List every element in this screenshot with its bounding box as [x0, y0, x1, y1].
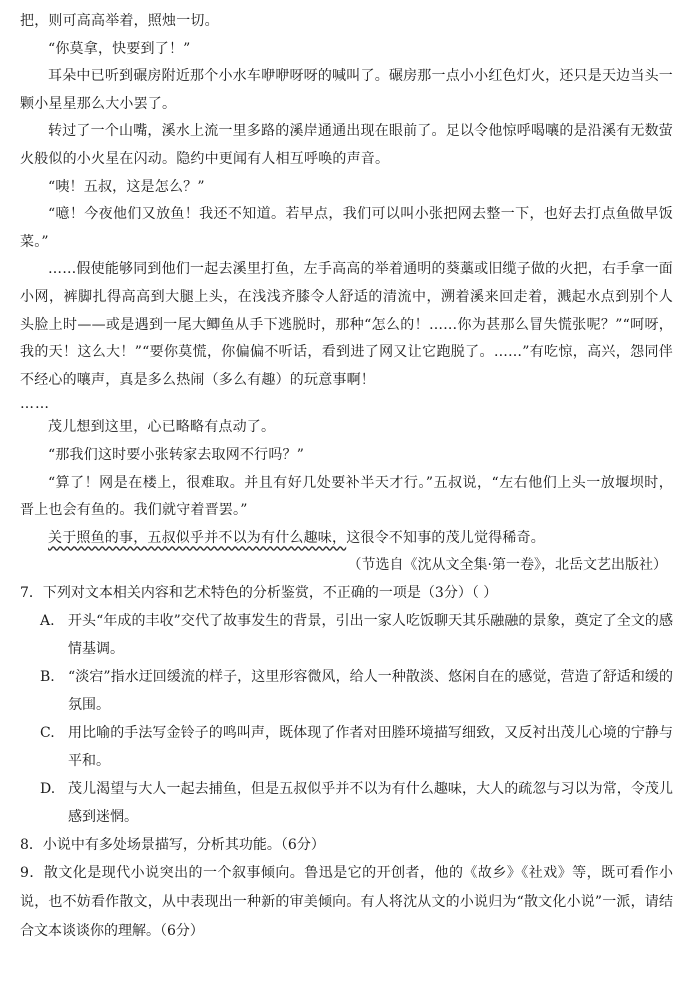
- option-key: B.: [40, 669, 55, 686]
- option-d: [20, 775, 673, 831]
- option-text: 用比喻的手法写金铃子的鸣叫声，既体现了作者对田塍环境描写细致，又反衬出茂儿心境的宁静与平和。: [68, 725, 673, 770]
- passage-paragraph: 把，则可高高举着，照烛一切。: [20, 13, 219, 29]
- option-text: 开头“年成的丰收”交代了故事发生的背景，引出一家人吃饭聊天其乐融融的景象，奠定了全文的感情基调。: [68, 613, 673, 658]
- underlined-sentence: 关于照鱼的事，五叔似乎并不以为有什么趣味，: [48, 529, 347, 546]
- passage-paragraph: “你莫拿，快要到了！”: [48, 40, 191, 57]
- option-key: A.: [40, 613, 55, 630]
- passage-paragraph: 转过了一个山嘴，溪水上流一里多路的溪岸通通出现在眼前了。足以令他惊呼喝嚷的是沿溪有无数萤火般似的小火星在闪动。隐约中更闻有人相互呼唤的声音。: [20, 123, 673, 167]
- option-key: C.: [40, 725, 55, 742]
- passage-paragraph: “噫！今夜他们又放鱼！我还不知道。若早点，我们可以叫小张把网去整一下，也好去打点鱼做早饭菜。”: [20, 206, 673, 250]
- option-key: D.: [40, 781, 56, 798]
- sentence-rest: 这很令不知事的茂儿觉得稀奇。: [346, 529, 546, 546]
- option-text: 茂儿渴望与大人一起去捕鱼，但是五叔似乎并不以为有什么趣味，大人的疏忽与习以为常，令茂儿感到迷惘。: [68, 781, 673, 826]
- option-a: [20, 607, 673, 663]
- question-stem: 7．下列对文本相关内容和艺术特色的分析鉴赏，不正确的一项是（3分）（ ）: [20, 585, 498, 602]
- question-7: [20, 579, 673, 831]
- passage-paragraph: ……假使能够同到他们一起去溪里打鱼，左手高高的举着通明的葵藁或旧缆子做的火把，右手拿一面小网，裤脚扎得高高到大腿上头，在浅浅齐膝令人舒适的清流中，溯着溪来回走着，溅起水点到别个人头脸上时——或是遇到一尾大鲫鱼从手下逃脱时，那种“怎么的！……你为甚那么冒失慌张呢？”“呵呀，我的天！这么大！”“要你莫慌，你偏偏不听话，看到进了网又让它跑脱了。……”有吃惊，高兴，怨同伴不经心的嚷声，真是多么热闹（多么有趣）的玩意事啊！: [20, 261, 673, 388]
- passage-paragraph: “算了！网是在楼上，很难取。并且有好几处要补半天才行。”五叔说，“左右他们上头一放堰坝时，晋上也会有鱼的。我们就守着晋罢。”: [20, 474, 673, 519]
- question-9: 9．散文化是现代小说突出的一个叙事倾向。鲁迅是它的开创者，他的《故乡》《社戏》等，既可看作小说，也不妨看作散文，从中表现出一种新的审美倾向。有人将沈从文的小说归为“散文化小说”一派，请结合文本谈谈你的理解。（6分）: [20, 865, 673, 940]
- option-c: [20, 719, 673, 775]
- question-8: 8．小说中有多处场景描写，分析其功能。（6分）: [20, 837, 325, 854]
- option-b: [20, 663, 673, 719]
- passage-paragraph: 茂儿想到这里，心已略略有点动了。: [48, 419, 276, 436]
- option-text: “淡宕”指水迂回缓流的样子，这里形容微风，给人一种散淡、悠闲自在的感觉，营造了舒适和缓的氛围。: [68, 669, 673, 714]
- source-citation: （节选自《沈从文全集·第一卷》，北岳文艺出版社）: [347, 557, 667, 574]
- passage: [20, 8, 673, 579]
- passage-paragraph: 耳朵中已听到碾房附近那个小水车咿咿呀呀的喊叫了。碾房那一点小小红色灯火，还只是天边当头一颗小星星那么大小罢了。: [20, 68, 673, 112]
- passage-last-paragraph: [20, 525, 673, 553]
- passage-paragraph: “咦！五叔，这是怎么？”: [48, 178, 205, 195]
- ellipsis-line: ……: [20, 396, 50, 413]
- passage-paragraph: “那我们这时要小张转家去取网不行吗？”: [48, 446, 305, 463]
